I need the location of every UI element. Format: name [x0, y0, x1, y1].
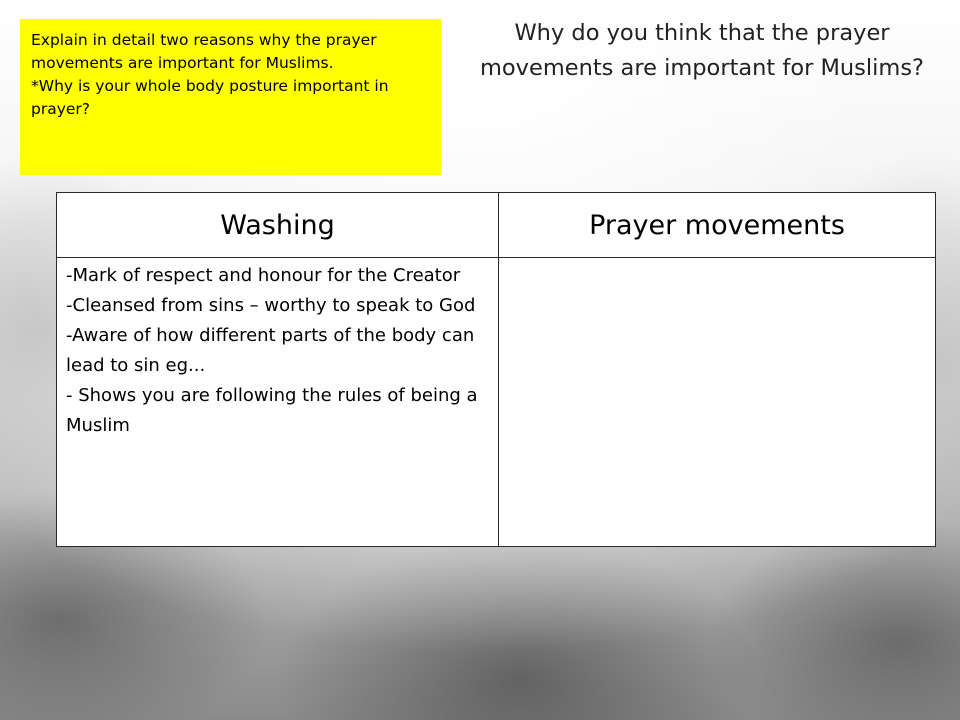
- column-header-prayer-movements: Prayer movements: [499, 193, 936, 258]
- list-item: -Cleansed from sins – worthy to speak to God: [66, 295, 476, 316]
- task-instruction-box: [20, 19, 441, 175]
- washing-cell: [57, 258, 499, 547]
- task-question-text: *Why is your whole body posture important in prayer?: [31, 77, 389, 118]
- list-item: -Mark of respect and honour for the Creator: [66, 265, 461, 286]
- task-instruction-text: Explain in detail two reasons why the prayer movements are important for Muslims.: [31, 31, 377, 72]
- table-header-row: [57, 193, 936, 258]
- list-item: -Aware of how different parts of the body can lead to sin eg...: [66, 325, 475, 376]
- comparison-table: [56, 192, 936, 547]
- washing-points-list: [57, 258, 498, 441]
- table-body-row: [57, 258, 936, 547]
- prayer-movements-cell: [499, 258, 936, 547]
- slide-title: Why do you think that the prayer movements are important for Muslims?: [480, 20, 924, 81]
- column-header-washing: Washing: [57, 193, 499, 258]
- list-item: - Shows you are following the rules of being a Muslim: [66, 385, 478, 436]
